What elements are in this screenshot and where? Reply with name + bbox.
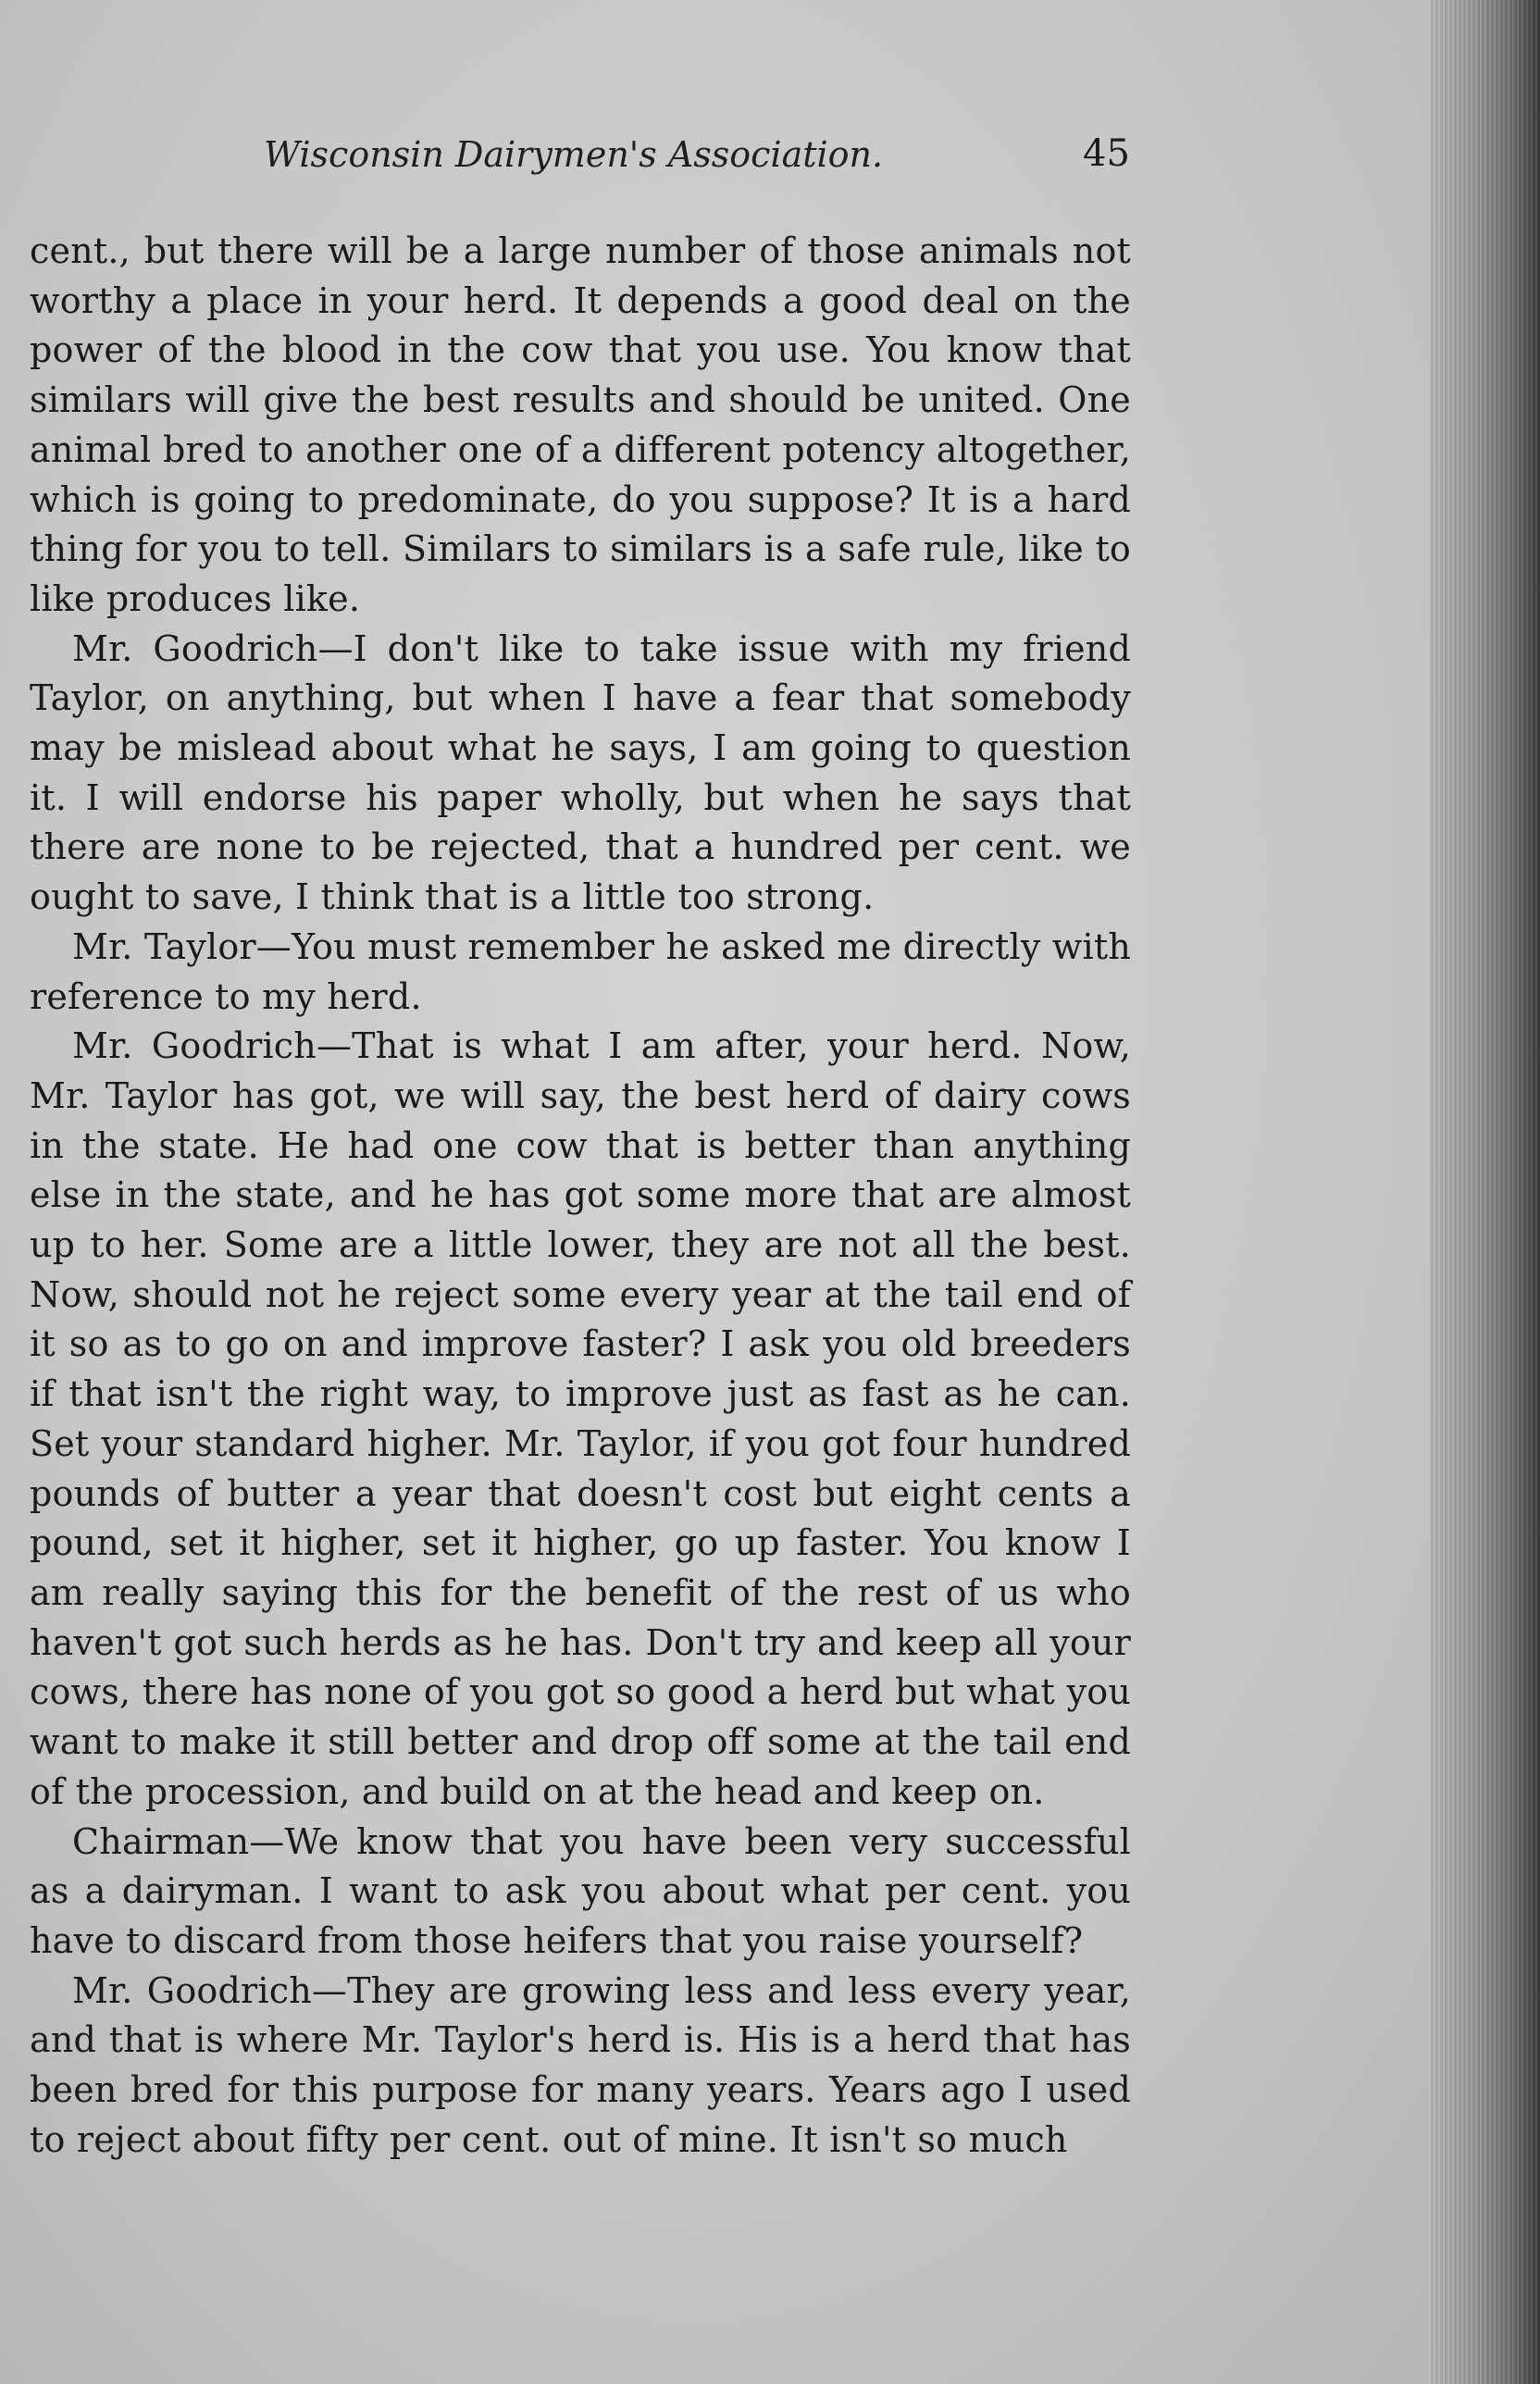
running-header <box>0 134 1540 199</box>
paragraph-goodrich-1: Mr. Goodrich—I don't like to take issue with my friend Taylor, on anything, but when I have a fear that somebody may be mislead about what he says, I am going to question it. I will endorse his paper wholly, but when he says that there are none to be rejected, that a hundred per cent. we ought to save, I think that is a little too strong. <box>30 627 1131 918</box>
book-page-edge <box>1429 0 1540 2384</box>
running-title: Wisconsin Dairymen's Association. <box>264 134 884 175</box>
paragraph-goodrich-2: Mr. Goodrich—That is what I am after, your herd. Now, Mr. Taylor has got, we will say, the best herd of dairy cows in the state. He had one cow that is better than anything else in the state, and he has got some more that are almost up to her. Some are a little lower, they are not all the best. Now, should not he reject some every year at the tail end of it so as to go on and improve faster? I ask you old breeders if that isn't the right way, to improve just as fast as he can. Set your standard higher. Mr. Taylor, if you got four hundred pounds of butter a year that doesn't cost but eight cents a pound, set it higher, set it higher, go up faster. You know I am really saying this for the benefit of the rest of us who haven't got such herds as he has. Don't try and keep all your cows, there has none of you got so good a herd but what you want to make it still better and drop off some at the tail end of the procession, and build on at the head and keep on. <box>30 1025 1131 1812</box>
paragraph-taylor-1: Mr. Taylor—You must remember he asked me directly with reference to my herd. <box>30 925 1131 1017</box>
page-number: 45 <box>1083 132 1130 175</box>
paragraph-goodrich-3: Mr. Goodrich—They are growing less and less every year, and that is where Mr. Taylor's herd is. His is a herd that has been bred for this purpose for many years. Years ago I used to reject about fifty per cent. out of mine. It isn't so much <box>30 1969 1131 2160</box>
page-body <box>30 227 1131 2165</box>
paragraph-continuation: cent., but there will be a large number of those animals not worthy a place in your herd. It depends a good deal on the power of the blood in the cow that you use. You know that similars will give the best results and should be united. One animal bred to another one of a different potency altogether, which is going to predominate, do you suppose? It is a hard thing for you to tell. Similars to similars is a safe rule, like to like produces like. <box>30 230 1131 619</box>
paragraph-chairman-1: Chairman—We know that you have been very successful as a dairyman. I want to ask you about what per cent. you have to discard from those heifers that you raise yourself? <box>30 1820 1131 1961</box>
